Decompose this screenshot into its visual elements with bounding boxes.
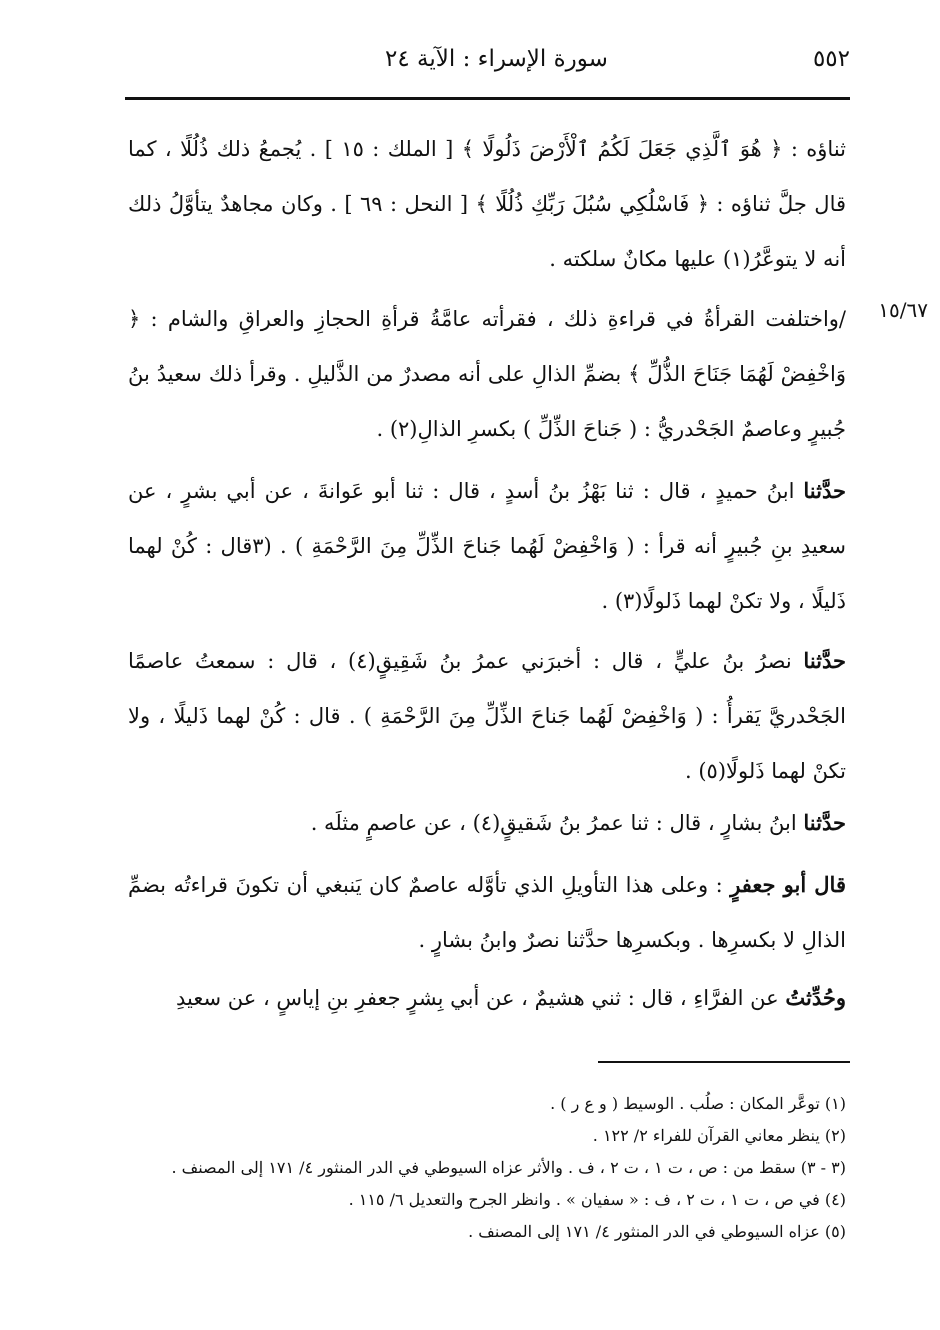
paragraph-lead: حدَّثنا	[803, 810, 846, 835]
paragraph-text: ابنُ حميدٍ ، قال : ثنا بَهْزُ بنُ أسدٍ ، قال : ثنا أبو عَوانةَ ، عن أبي بشرٍ ، عن سعيدِ بنِ جُبيرٍ أنه قرأ : ( وَاخْفِضْ لَهُما جَناحَ الذِّلِّ مِنَ الرَّحْمَةِ ) . (٣قال : كُنْ لهما ذَليلًا ، ولا تكنْ لهما ذَلولًا(٣) .	[128, 479, 846, 613]
header-rule	[125, 97, 850, 100]
paragraph-6	[128, 857, 846, 968]
page-number: ٥٥٢	[812, 46, 850, 72]
header-title: سورة الإسراء : الآية ٢٤	[385, 46, 608, 72]
running-header	[125, 40, 850, 80]
footnotes	[128, 1088, 846, 1248]
paragraph-lead: حدَّثنا	[803, 478, 846, 503]
paragraph-text: عن الفرَّاءِ ، قال : ثني هشيمٌ ، عن أبي بِشرٍ جعفرِ بنِ إياسٍ ، عن سعيدِ	[175, 986, 786, 1010]
footnote-5: (٥) عزاه السيوطي في الدر المنثور ٤/ ١٧١ إلى المصنف .	[468, 1222, 846, 1241]
paragraph-5	[128, 795, 846, 851]
paragraph-1	[128, 122, 846, 287]
footnote-1: (١) توعَّر المكان : صلُب . الوسيط ( و ع ر ) .	[550, 1094, 846, 1113]
paragraph-2	[128, 292, 846, 457]
paragraph-3	[128, 463, 846, 629]
paragraph-text: : وعلى هذا التأويلِ الذي تأوَّله عاصمٌ كان يَنبغي أن تكونَ قراءتُه بضمِّ الذالِ لا بكسرِها . وبكسرِها حدَّثنا نصرٌ وابنُ بشارٍ .	[128, 873, 846, 952]
footnote-rule	[598, 1061, 850, 1063]
footnote-4: (٤) في ص ، ت ١ ، ت ٢ ، ف : « سفيان » . وانظر الجرح والتعديل ٦/ ١١٥ .	[348, 1190, 846, 1209]
paragraph-lead: وحُدِّثتُ	[785, 985, 846, 1010]
paragraph-7	[128, 970, 846, 1026]
paragraph-text: ثناؤه : ﴿ هُوَ ٱلَّذِي جَعَلَ لَكُمُ ٱلْأَرْضَ ذَلُولًا ﴾ [ الملك : ١٥ ] . يُجمعُ ذلك ذُلُلًا ، كما قال جلَّ ثناؤه : ﴿ فَاسْلُكِي سُبُلَ رَبِّكِ ذُلُلًا ﴾ [ النحل : ٦٩ ] . وكان مجاهدٌ يتأوَّلُ ذلك أنه لا يتوعَّرُ(١) عليها مكانٌ سلكته .	[128, 137, 847, 271]
paragraph-lead: قال أبو جعفرٍ	[730, 872, 846, 897]
footnote-3: (٣ - ٣) سقط من : ص ، ت ١ ، ت ٢ ، ف . والأثر عزاه السيوطي في الدر المنثور ٤/ ١٧١ إلى المصنف .	[171, 1158, 846, 1177]
paragraph-lead: حدَّثنا	[803, 648, 847, 673]
paragraph-text: ابنُ بشارٍ ، قال : ثنا عمرُ بنُ شَقيقٍ(٤) ، عن عاصمٍ مثلَه .	[310, 811, 804, 835]
margin-reference: ١٥/٦٧	[878, 298, 928, 322]
paragraph-4	[128, 633, 846, 799]
paragraph-text: نصرُ بنُ عليٍّ ، قال : أخبرَني عمرُ بنُ شَقِيقٍ(٤) ، قال : سمعتُ عاصمًا الجَحْدريَّ يَقرأُ : ( وَاخْفِضْ لَهُما جَناحَ الذِّلِّ مِنَ الرَّحْمَةِ ) . قال : كُنْ لهما ذَليلًا ، ولا تكنْ لهما ذَلولًا(٥) .	[128, 649, 846, 783]
paragraph-text: /واختلفت القرأةُ في قراءةِ ذلك ، فقرأته عامَّةُ قرأةِ الحجازِ والعراقِ والشام : ﴿ وَاخْفِضْ لَهُمَا جَنَاحَ الذُّلِّ ﴾ بضمِّ الذالِ على أنه مصدرٌ من الذَّليلِ . وقرأ ذلك سعيدُ بنُ جُبيرٍ وعاصمٌ الجَحْدريُّ : ( جَناحَ الذِّلِّ ) بكسرِ الذالِ(٢) .	[128, 307, 846, 441]
footnote-2: (٢) ينظر معاني القرآن للفراء ٢/ ١٢٢ .	[592, 1126, 846, 1145]
